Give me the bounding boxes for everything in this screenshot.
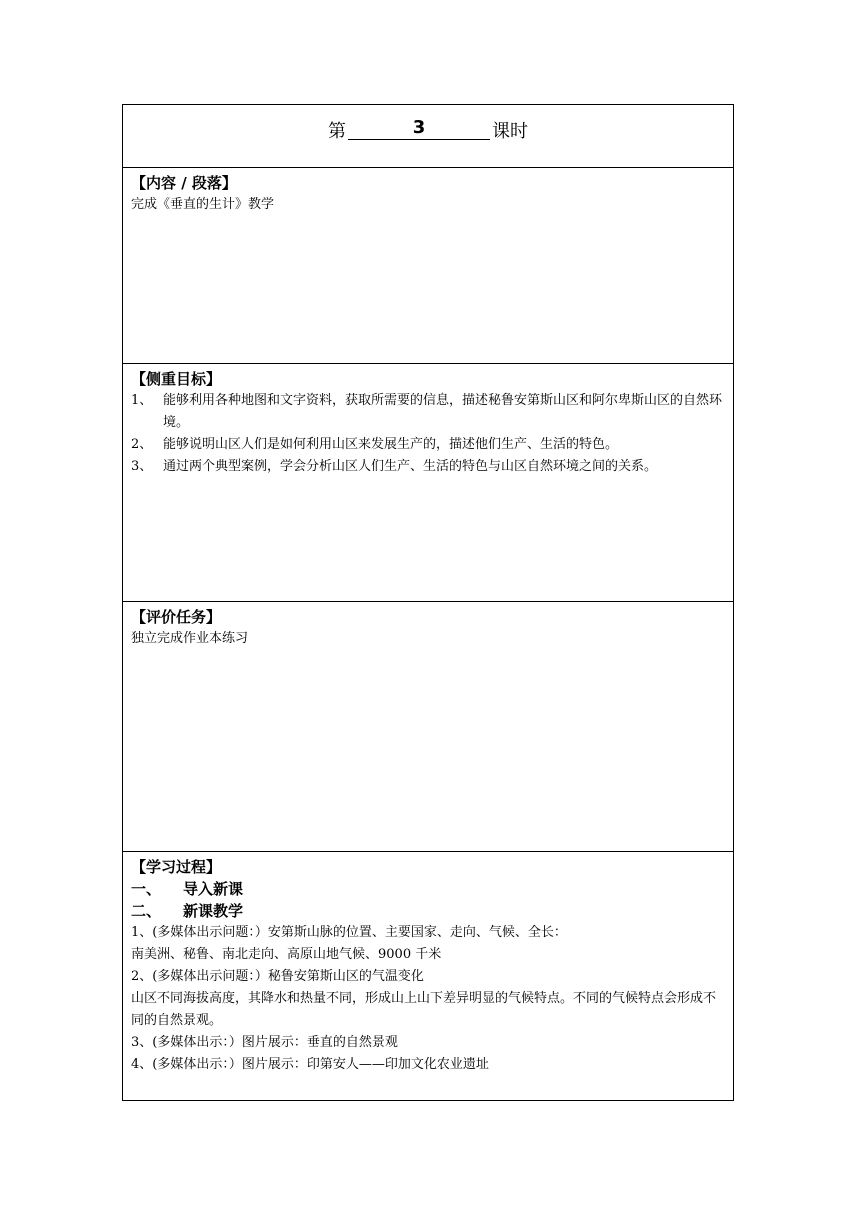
lesson-title [123, 105, 733, 167]
process-section-item [131, 900, 725, 922]
content-text: 完成《垂直的生计》教学 [131, 197, 275, 212]
lesson-plan-table [122, 104, 734, 1101]
evaluation-text: 独立完成作业本练习 [131, 631, 249, 646]
goals-section [123, 363, 733, 601]
evaluation-section [123, 601, 733, 851]
process-heading: 【学习过程】 [131, 858, 222, 876]
goal-item [131, 456, 725, 478]
goal-number: 1、 [131, 393, 153, 408]
evaluation-heading: 【评价任务】 [131, 608, 222, 626]
process-section [123, 851, 733, 1100]
content-heading: 【内容 / 段落】 [131, 174, 237, 192]
goal-item [131, 434, 725, 456]
section-title: 导入新课 [183, 880, 244, 898]
goals-heading: 【侧重目标】 [131, 370, 222, 388]
title-prefix: 第 [328, 121, 346, 142]
section-number: 一、 [131, 880, 162, 898]
lesson-number: 3 [348, 117, 490, 140]
section-number: 二、 [131, 902, 162, 920]
goal-item [131, 390, 725, 434]
goal-text: 能够说明山区人们是如何利用山区来发展生产的，描述他们生产、生活的特色。 [163, 437, 619, 452]
content-section [123, 167, 733, 363]
process-line: 南美洲、秘鲁、南北走向、高原山地气候、9000 千米 [131, 947, 442, 962]
process-line: 3、(多媒体出示：）图片展示：垂直的自然景观 [131, 1035, 398, 1050]
goal-text: 能够利用各种地图和文字资料，获取所需要的信息，描述秘鲁安第斯山区和阿尔卑斯山区的自然环境。 [163, 393, 723, 430]
title-suffix: 课时 [492, 121, 528, 142]
goal-number: 2、 [131, 437, 153, 452]
goal-text: 通过两个典型案例，学会分析山区人们生产、生活的特色与山区自然环境之间的关系。 [163, 459, 658, 474]
process-line: 2、(多媒体出示问题：）秘鲁安第斯山区的气温变化 [131, 969, 424, 984]
process-line: 1、(多媒体出示问题：）安第斯山脉的位置、主要国家、走向、气候、全长： [131, 925, 567, 940]
process-section-item [131, 878, 725, 900]
goal-number: 3、 [131, 459, 153, 474]
process-line: 4、(多媒体出示：）图片展示：印第安人——印加文化农业遗址 [131, 1057, 489, 1072]
section-title: 新课教学 [183, 902, 244, 920]
process-line: 山区不同海拔高度，其降水和热量不同，形成山上山下差异明显的气候特点。不同的气候特点会形成不同的自然景观。 [131, 991, 717, 1028]
